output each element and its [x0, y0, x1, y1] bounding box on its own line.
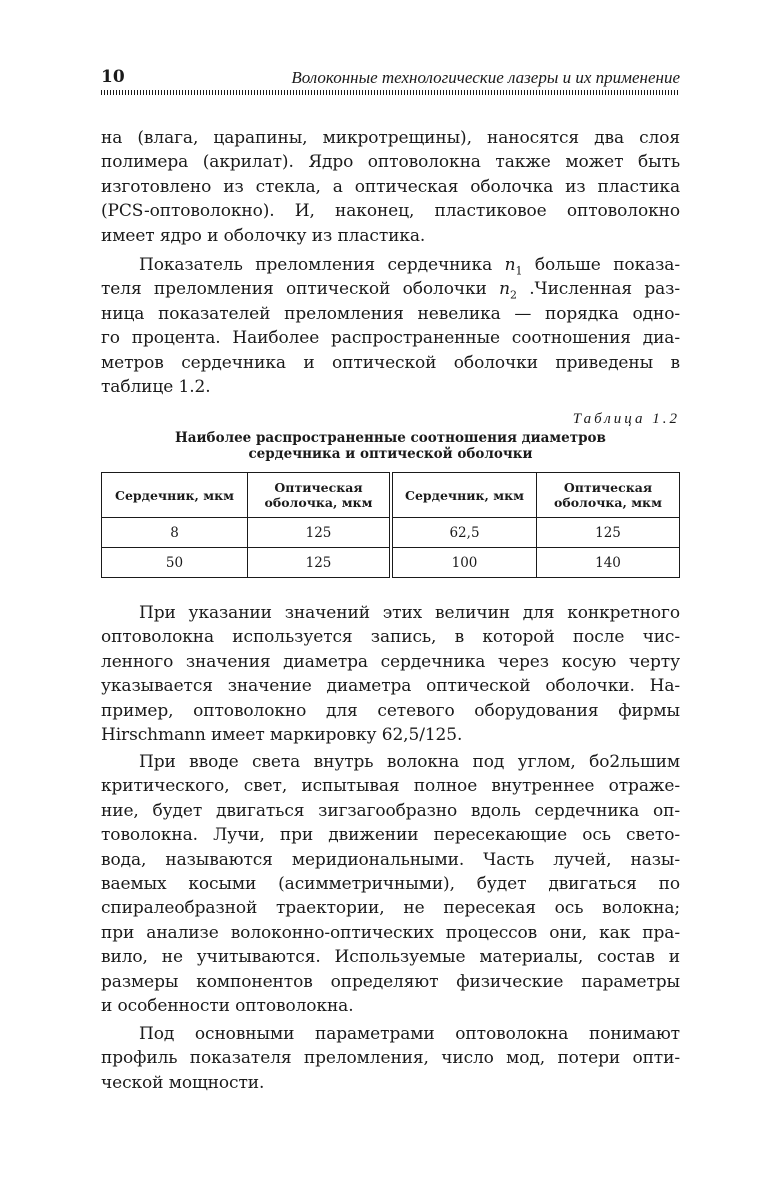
paragraph-4 — [101, 750, 680, 1018]
table-cell: 8 — [102, 518, 248, 548]
table-cell: 100 — [391, 548, 537, 578]
table-cell: 140 — [537, 548, 680, 578]
text-line: го процента. Наиболее распространенные соотношения диа- — [101, 328, 680, 349]
text-line: пример, оптоволокно для сетевого оборудования фирмы — [101, 700, 680, 721]
text-line: ние, будет двигаться зигзагообразно вдоль сердечника оп- — [101, 800, 680, 821]
text-line: ческой мощности. — [101, 1072, 265, 1093]
diameter-table — [101, 472, 680, 578]
text-line: ленного значения диаметра сердечника через косую черту — [101, 651, 680, 672]
text-line: оптоволокна используется запись, в которой после чис- — [101, 627, 680, 648]
variable-n: n — [504, 255, 516, 275]
header-rule — [101, 90, 680, 95]
table-row — [102, 548, 680, 578]
variable-n: n — [499, 279, 510, 300]
text-line: размеры компонентов определяют физические параметры — [101, 971, 680, 992]
text-line: Показатель преломления сердечника $n_1$ больше показа- — [139, 255, 680, 278]
table-cell: 125 — [537, 518, 680, 548]
text-line: на (влага, царапины, микротрещины), наносятся два слоя — [101, 128, 680, 148]
text-line: при анализе волоконно-оптических процессов они, как пра- — [101, 922, 680, 943]
text-line: теля преломления оптической оболочки $n_2$ .Численная раз- — [101, 279, 680, 302]
header-cell: Оптическая оболочка, мкм — [537, 473, 680, 518]
table-cell: 62,5 — [391, 518, 537, 548]
text-line: полимера (акрилат). Ядро оптоволокна также может быть — [101, 152, 680, 173]
text-line: ница показателей преломления невелика — порядка одно- — [101, 303, 680, 324]
text-line: товолокна. Лучи, при движении пересекающие ось свето- — [101, 825, 680, 846]
text-line: При указании значений этих величин для конкретного — [139, 603, 680, 623]
page-number: 10 — [101, 67, 125, 87]
text-line: При вводе света внутрь волокна под углом, бо2льшим — [139, 752, 680, 772]
header-cell: Оптическая оболочка, мкм — [248, 473, 392, 518]
text-line: критического, свет, испытывая полное внутреннее отраже- — [101, 776, 680, 797]
table-title: Наиболее распространенные соотношения диаметров сердечника и оптической оболочки — [175, 430, 606, 462]
header-cell: Сердечник, мкм — [102, 473, 248, 518]
paragraph-3 — [101, 601, 680, 747]
text-line: и особенности оптоволокна. — [101, 995, 354, 1016]
running-title: Волоконные технологические лазеры и их применение — [291, 68, 680, 87]
text-line: имеет ядро и оболочку из пластика. — [101, 225, 426, 246]
table-label: Таблица 1.2 — [572, 411, 680, 427]
paragraph-5 — [101, 1022, 680, 1095]
text-line: изготовлено из стекла, а оптическая оболочка из пластика — [101, 176, 680, 197]
text-line: спиралеобразной траектории, не пересекая ось волокна; — [101, 898, 680, 919]
text-line: вило, не учитываются. Используемые материалы, состав и — [101, 947, 680, 968]
text-line: профиль показателя преломления, число мод, потери опти- — [101, 1048, 680, 1069]
table-row — [102, 518, 680, 548]
text-line: указывается значение диаметра оптической оболочки. На- — [101, 676, 680, 697]
text-line: Hirschmann имеет маркировку 62,5/125. — [101, 724, 463, 745]
paragraph-1 — [101, 126, 680, 248]
page-header — [101, 66, 680, 88]
table-cell: 125 — [248, 548, 392, 578]
paragraph-2 — [101, 253, 680, 399]
text-line: Под основными параметрами оптоволокна понимают — [139, 1024, 680, 1044]
text-line: (PCS-оптоволокно). И, наконец, пластиковое оптоволокно — [101, 201, 680, 222]
text-line: таблице 1.2. — [101, 376, 211, 397]
table-cell: 125 — [248, 518, 392, 548]
table-header-row — [102, 473, 680, 518]
text-line: ваемых косыми (асимметричными), будет двигаться по — [101, 873, 680, 894]
header-cell: Сердечник, мкм — [391, 473, 537, 518]
table-cell: 50 — [102, 548, 248, 578]
text-line: вода, называются меридиональными. Часть лучей, назы- — [101, 849, 680, 870]
text-line: метров сердечника и оптической оболочки приведены в — [101, 352, 680, 373]
